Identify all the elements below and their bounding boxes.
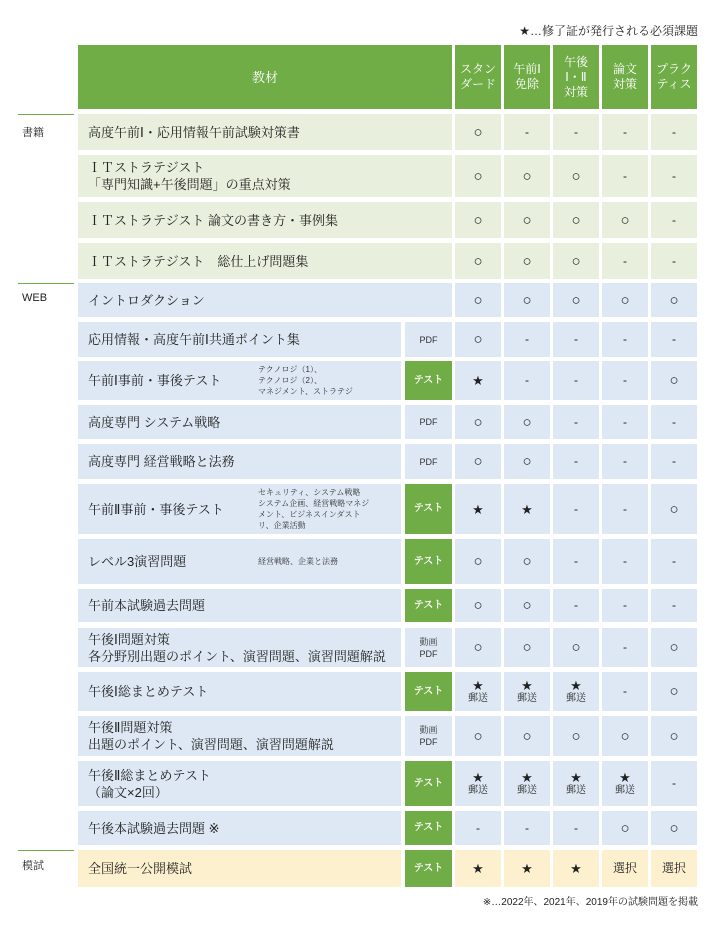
row-name: 午後Ⅰ総まとめテスト [78, 672, 401, 711]
row-name: 応用情報・高度午前Ⅰ共通ポイント集 [78, 322, 401, 357]
row-name: 午前Ⅱ事前・事後テスト [78, 484, 401, 534]
row-subtopics: テクノロジ（1）、 テクノロジ（2）、 マネジメント、ストラテジ [258, 365, 353, 396]
header-material: 教材 [78, 45, 452, 109]
mark-cell: ○ [553, 283, 599, 317]
row-name: レベル3演習問題 [78, 539, 401, 584]
category-divider [18, 283, 74, 284]
header-col-1: スタン ダード [455, 45, 501, 109]
category-label: 模試 [22, 860, 44, 872]
mark-cell: ○ [553, 243, 599, 279]
mark-cell: - [553, 484, 599, 534]
mark-cell: - [651, 155, 697, 197]
mark-cell: ○ [602, 283, 648, 317]
mark-cell: ○ [504, 628, 550, 667]
mark-cell: 選択 [651, 850, 697, 887]
row-name: ＩＴストラテジスト 論文の書き方・事例集 [78, 202, 452, 238]
mark-cell: - [602, 322, 648, 357]
mark-cell: - [553, 322, 599, 357]
mark-cell: - [553, 811, 599, 845]
test-badge: テスト [405, 672, 452, 711]
row-name: ＩＴストラテジスト 総仕上げ問題集 [78, 243, 452, 279]
mark-cell: - [553, 444, 599, 479]
row-name: 高度専門 経営戦略と法務 [78, 444, 401, 479]
mark-cell: ★ 郵送 [602, 761, 648, 806]
mark-cell: ○ [455, 243, 501, 279]
row-name: 全国統一公開模試 [78, 850, 401, 887]
mark-cell: ○ [504, 243, 550, 279]
footnote: ※…2022年、2021年、2019年の試験問題を掲載 [482, 897, 698, 908]
mark-cell: - [651, 322, 697, 357]
mark-cell: - [651, 444, 697, 479]
format-label: 動画 PDF [405, 716, 452, 756]
mark-cell: ○ [455, 589, 501, 622]
mark-cell: ★ [504, 850, 550, 887]
mark-cell: ○ [504, 539, 550, 584]
row-subtopics: セキュリティ、システム戦略 システム企画、経営戦略マネジ メント、ビジネスインダスト リ、企業活動 [258, 488, 370, 530]
row-name: 高度午前Ⅰ・応用情報午前試験対策書 [78, 114, 452, 150]
mark-cell: ○ [602, 811, 648, 845]
mark-cell: - [455, 811, 501, 845]
mark-cell: - [651, 114, 697, 150]
mark-cell: - [602, 155, 648, 197]
mark-cell: ○ [455, 283, 501, 317]
mark-cell: - [651, 405, 697, 439]
category-divider [18, 850, 74, 851]
row-name: 高度専門 システム戦略 [78, 405, 401, 439]
mark-cell: - [651, 539, 697, 584]
mark-cell: ★ [504, 484, 550, 534]
legend-note: ★…修了証が発行される必須課題 [519, 24, 698, 38]
mark-cell: ○ [553, 628, 599, 667]
category-divider [18, 114, 74, 115]
test-badge: テスト [405, 850, 452, 887]
row-name: 午後Ⅱ総まとめテスト （論文×2回） [78, 761, 401, 806]
mark-cell: - [651, 243, 697, 279]
mark-cell: - [553, 405, 599, 439]
row-name: 午後本試験過去問題 ※ [78, 811, 401, 845]
test-badge: テスト [405, 589, 452, 622]
mark-cell: ○ [504, 283, 550, 317]
test-badge: テスト [405, 761, 452, 806]
mark-cell: - [504, 811, 550, 845]
mark-cell: ○ [651, 484, 697, 534]
test-badge: テスト [405, 811, 452, 845]
test-badge: テスト [405, 539, 452, 584]
mark-cell: ★ [553, 850, 599, 887]
mark-cell: - [602, 444, 648, 479]
mark-cell: - [504, 114, 550, 150]
mark-cell: ★ [455, 850, 501, 887]
mark-cell: - [602, 405, 648, 439]
mark-cell: - [553, 539, 599, 584]
mark-cell: ○ [504, 589, 550, 622]
mark-cell: - [602, 539, 648, 584]
format-label: PDF [405, 444, 452, 479]
mark-cell: ★ 郵送 [553, 672, 599, 711]
mark-cell: ○ [651, 716, 697, 756]
header-col-4: 論文 対策 [602, 45, 648, 109]
mark-cell: - [504, 322, 550, 357]
mark-cell: ○ [651, 811, 697, 845]
mark-cell: 選択 [602, 850, 648, 887]
header-col-3: 午後 Ⅰ・Ⅱ 対策 [553, 45, 599, 109]
mark-cell: ○ [651, 628, 697, 667]
category-label: WEB [22, 292, 48, 304]
mark-cell: - [602, 243, 648, 279]
mark-cell: ○ [602, 716, 648, 756]
mark-cell: ○ [553, 716, 599, 756]
mark-cell: - [651, 202, 697, 238]
mark-cell: ○ [455, 539, 501, 584]
mark-cell: ★ [455, 484, 501, 534]
mark-cell: ○ [651, 283, 697, 317]
row-subtopics: 経営戦略、企業と法務 [258, 557, 338, 566]
test-badge: テスト [405, 484, 452, 534]
mark-cell: ○ [504, 202, 550, 238]
mark-cell: ○ [651, 361, 697, 400]
test-badge: テスト [405, 361, 452, 400]
mark-cell: - [651, 761, 697, 806]
mark-cell: - [602, 589, 648, 622]
format-label: 動画 PDF [405, 628, 452, 667]
mark-cell: ○ [553, 155, 599, 197]
mark-cell: ○ [455, 716, 501, 756]
mark-cell: - [602, 484, 648, 534]
mark-cell: ★ 郵送 [455, 761, 501, 806]
mark-cell: - [553, 589, 599, 622]
header-col-5: プラク ティス [651, 45, 697, 109]
row-name: 午前本試験過去問題 [78, 589, 401, 622]
mark-cell: ○ [553, 202, 599, 238]
mark-cell: ★ 郵送 [504, 672, 550, 711]
format-label: PDF [405, 405, 452, 439]
mark-cell: ○ [455, 444, 501, 479]
mark-cell: - [602, 628, 648, 667]
mark-cell: ○ [455, 155, 501, 197]
mark-cell: - [602, 672, 648, 711]
mark-cell: ○ [504, 155, 550, 197]
format-label: PDF [405, 322, 452, 357]
row-name: イントロダクション [78, 283, 452, 317]
mark-cell: ○ [455, 628, 501, 667]
mark-cell: ★ [455, 361, 501, 400]
mark-cell: ○ [651, 672, 697, 711]
header-col-2: 午前Ⅰ 免除 [504, 45, 550, 109]
mark-cell: - [553, 361, 599, 400]
row-name: 午後Ⅰ問題対策 各分野別出題のポイント、演習問題、演習問題解説 [78, 628, 401, 667]
mark-cell: ○ [455, 405, 501, 439]
mark-cell: ○ [455, 202, 501, 238]
mark-cell: ○ [602, 202, 648, 238]
row-name: ＩＴストラテジスト 「専門知識+午後問題」の重点対策 [78, 155, 452, 197]
mark-cell: ★ 郵送 [553, 761, 599, 806]
mark-cell: ○ [455, 114, 501, 150]
mark-cell: ○ [455, 322, 501, 357]
mark-cell: ★ 郵送 [504, 761, 550, 806]
mark-cell: ○ [504, 444, 550, 479]
mark-cell: ○ [504, 716, 550, 756]
mark-cell: - [651, 589, 697, 622]
mark-cell: ★ 郵送 [455, 672, 501, 711]
mark-cell: - [553, 114, 599, 150]
mark-cell: - [602, 361, 648, 400]
category-label: 書籍 [22, 127, 44, 139]
mark-cell: ○ [504, 405, 550, 439]
row-name: 午後Ⅱ問題対策 出題のポイント、演習問題、演習問題解説 [78, 716, 401, 756]
mark-cell: - [504, 361, 550, 400]
row-name: 午前Ⅰ事前・事後テスト [78, 361, 401, 400]
mark-cell: - [602, 114, 648, 150]
